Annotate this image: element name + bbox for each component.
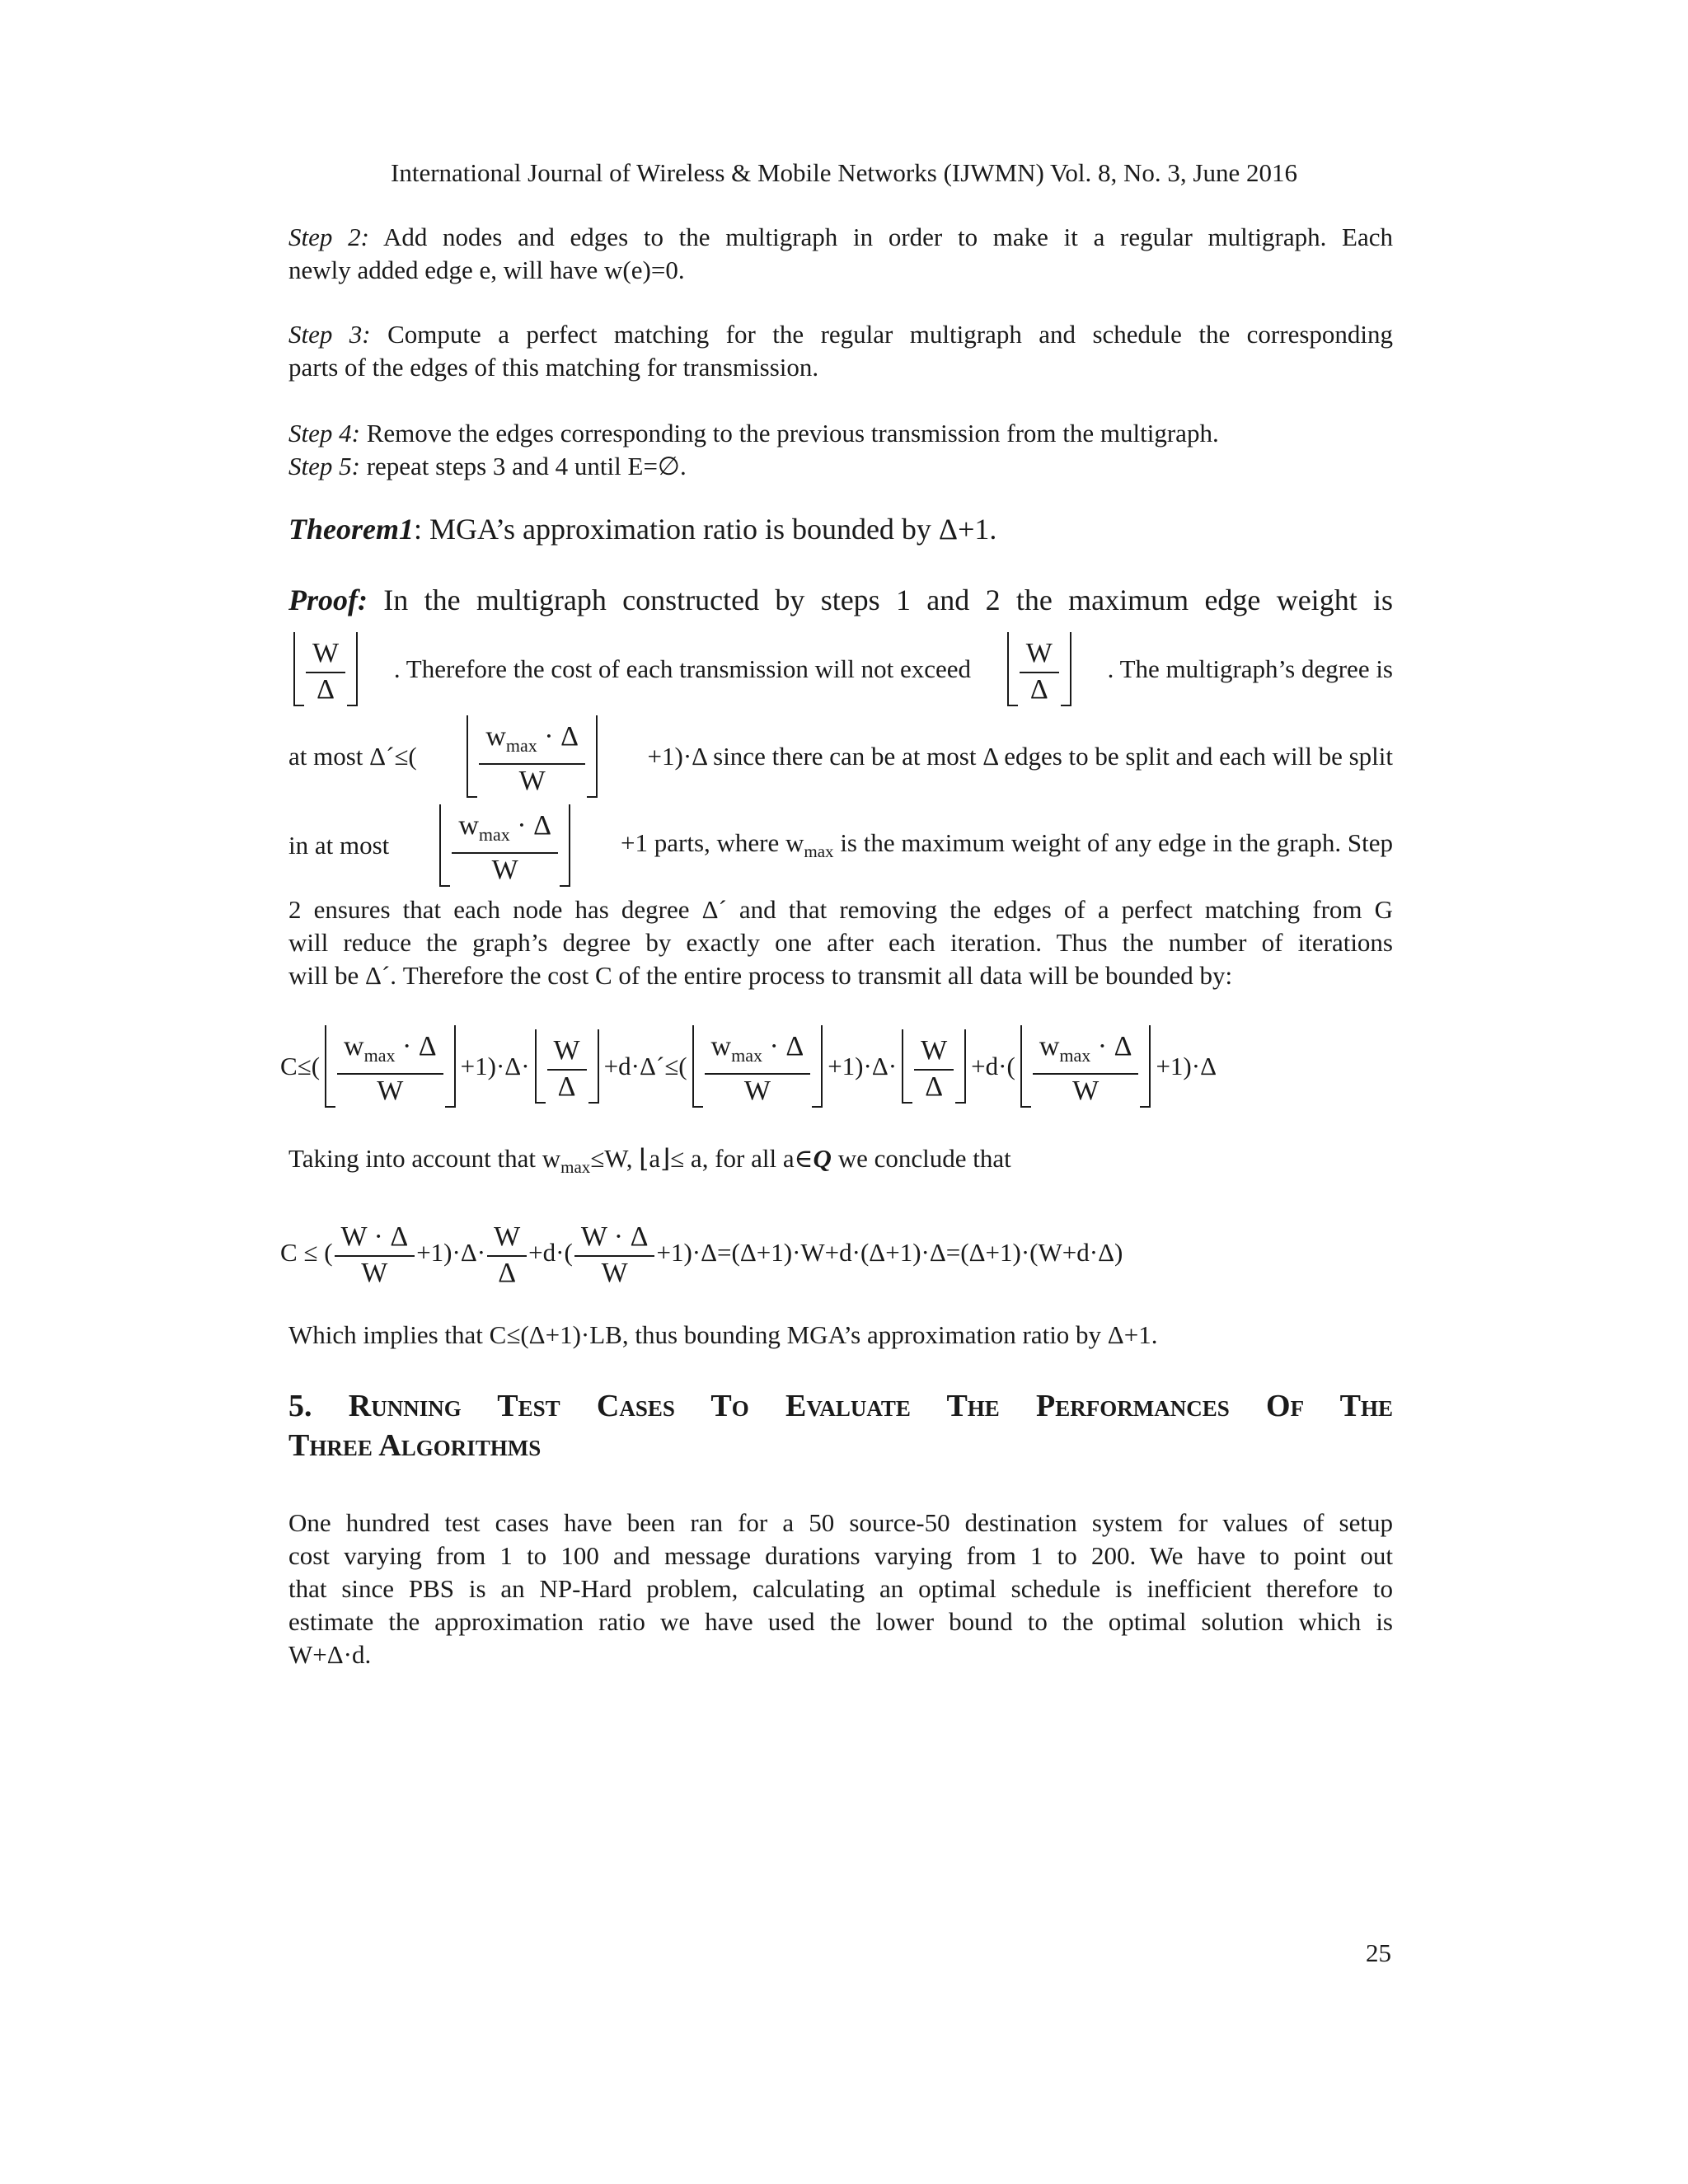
section-number: 5. bbox=[288, 1389, 312, 1423]
floor-bracket-left bbox=[692, 1025, 703, 1108]
floor-bracket-right bbox=[955, 1029, 966, 1104]
floor-wmax-delta-over-w bbox=[325, 1025, 456, 1108]
eq2-c: C ≤ ( bbox=[280, 1238, 333, 1267]
step-5-label: Step 5: bbox=[288, 452, 360, 480]
floor-bracket-left bbox=[1007, 632, 1018, 706]
fraction bbox=[912, 1029, 955, 1104]
eq1-c: C≤( bbox=[280, 1052, 321, 1080]
proof-line4-pre: in at most bbox=[288, 831, 390, 860]
journal-header: International Journal of Wireless & Mobile Networks (IJWMN) Vol. 8, No. 3, June 2016 bbox=[391, 158, 1297, 187]
numerator: W · Δ bbox=[580, 1221, 649, 1252]
floor-bracket-right bbox=[1061, 632, 1071, 706]
floor-bracket-right bbox=[587, 715, 598, 799]
floor-bracket-right bbox=[1140, 1025, 1151, 1108]
floor-wmax-delta-over-w bbox=[439, 804, 570, 888]
proof-line-3 bbox=[288, 707, 1393, 806]
proof-line3-post: +1)·Δ since there can be at most Δ edges to be split and each will be split bbox=[647, 742, 1393, 771]
theorem-text: : MGA’s approximation ratio is bounded by Δ+1. bbox=[413, 513, 997, 546]
numerator: $w_{max} \cdot \Delta$ bbox=[458, 809, 551, 845]
proof-line4-post: +1 parts, where $w_{max}$ is the maximum weight of any edge in the graph. Step bbox=[621, 828, 1393, 862]
section-title-line1: Running Test Cases To Evaluate The Performances Of The bbox=[348, 1389, 1393, 1423]
proof-line3-pre: at most Δ´≤( bbox=[288, 742, 417, 771]
fraction bbox=[477, 715, 587, 799]
denominator: Δ bbox=[1020, 672, 1059, 706]
eq1-d: +d·( bbox=[971, 1052, 1015, 1080]
fraction bbox=[1031, 1025, 1141, 1108]
body-line: estimate the approximation ratio we have used the lower bound to the optimal solution which is bbox=[288, 1607, 1393, 1636]
body-line: W+Δ·d. bbox=[288, 1640, 372, 1669]
denominator: W bbox=[705, 1073, 811, 1108]
section-body bbox=[288, 1507, 1393, 1671]
floor-bracket-right bbox=[347, 632, 358, 706]
taking-text-a: Taking into account that w bbox=[288, 1144, 561, 1173]
eq2-b: +d·( bbox=[528, 1238, 573, 1267]
step-2 bbox=[288, 221, 1393, 287]
floor-bracket-left bbox=[467, 715, 477, 799]
eq1-a: +1)·Δ· bbox=[460, 1052, 530, 1080]
proof-line-2 bbox=[288, 620, 1393, 719]
denominator: Δ bbox=[914, 1069, 954, 1104]
proof-label: Proof: bbox=[288, 583, 368, 616]
numerator: W · Δ bbox=[340, 1221, 409, 1252]
floor-bracket-left bbox=[325, 1025, 335, 1108]
floor-bracket-right bbox=[560, 804, 570, 888]
step-2-line1: Add nodes and edges to the multigraph in order to make it a regular multigraph. Each bbox=[382, 223, 1393, 251]
numerator: W bbox=[494, 1221, 521, 1252]
fraction bbox=[546, 1029, 588, 1104]
fraction bbox=[573, 1216, 657, 1290]
step-4-text: Remove the edges corresponding to the previous transmission from the multigraph. bbox=[366, 419, 1219, 448]
taking-text-b: ≤W, ⌊a⌋≤ a, for all a∈ bbox=[590, 1144, 814, 1173]
eq2-a: +1)·Δ· bbox=[416, 1238, 486, 1267]
denominator: Δ bbox=[306, 672, 345, 706]
numerator: $w_{max} \cdot \Delta$ bbox=[344, 1030, 437, 1066]
step-3-label: Step 3: bbox=[288, 320, 371, 349]
numerator: $w_{max} \cdot \Delta$ bbox=[1039, 1030, 1132, 1066]
floor-bracket-right bbox=[588, 1029, 599, 1104]
proof-paragraph bbox=[288, 893, 1393, 992]
eq2-e: +1)·Δ=(Δ+1)·W+d·(Δ+1)·Δ=(Δ+1)·(W+d·Δ) bbox=[656, 1238, 1123, 1267]
denominator: W bbox=[335, 1255, 415, 1290]
denominator: W bbox=[574, 1255, 655, 1290]
proof-intro bbox=[288, 583, 1393, 616]
fraction bbox=[450, 804, 560, 888]
floor-wmax-delta-over-w bbox=[1020, 1025, 1151, 1108]
body-line: One hundred test cases have been ran for a 50 source-50 destination system for values of setup bbox=[288, 1508, 1393, 1537]
proof-para-line: 2 ensures that each node has degree Δ´ and that removing the edges of a perfect matching from G bbox=[288, 895, 1393, 924]
denominator: W bbox=[479, 763, 585, 798]
eq1-c2: +1)·Δ· bbox=[828, 1052, 898, 1080]
denominator: W bbox=[452, 852, 558, 887]
rationals-symbol: Q bbox=[813, 1144, 832, 1173]
equation-1 bbox=[280, 1017, 1269, 1116]
step-4 bbox=[288, 417, 1393, 450]
taking-into-account bbox=[288, 1142, 1393, 1183]
numerator: W bbox=[921, 1035, 948, 1066]
floor-w-over-delta bbox=[1007, 632, 1071, 706]
floor-bracket-left bbox=[1020, 1025, 1031, 1108]
fraction bbox=[333, 1216, 417, 1290]
eq1-e: +1)·Δ bbox=[1156, 1052, 1217, 1080]
step-3 bbox=[288, 318, 1393, 384]
body-line: cost varying from 1 to 100 and message durations varying from 1 to 200. We have to point out bbox=[288, 1541, 1393, 1570]
step-5-text: repeat steps 3 and 4 until E=∅. bbox=[366, 452, 687, 480]
numerator: W bbox=[553, 1035, 580, 1066]
floor-wmax-delta-over-w bbox=[467, 715, 598, 799]
floor-bracket-right bbox=[812, 1025, 823, 1108]
step-2-label: Step 2: bbox=[288, 223, 369, 251]
proof-line2-mid: . Therefore the cost of each transmission will not exceed bbox=[393, 654, 971, 683]
proof-line2-end: . The multigraph’s degree is bbox=[1107, 654, 1393, 683]
numerator: $w_{max} \cdot \Delta$ bbox=[710, 1030, 804, 1066]
proof-para-line: will be Δ´. Therefore the cost C of the entire process to transmit all data will be bounded by: bbox=[288, 961, 1233, 990]
equation-2 bbox=[280, 1203, 1269, 1302]
floor-wmax-delta-over-w bbox=[692, 1025, 823, 1108]
denominator: W bbox=[1033, 1073, 1139, 1108]
step-3-line2: parts of the edges of this matching for transmission. bbox=[288, 353, 819, 382]
taking-text-c: we conclude that bbox=[831, 1144, 1011, 1173]
numerator: W bbox=[312, 638, 340, 668]
floor-bracket-left bbox=[535, 1029, 546, 1104]
denominator: Δ bbox=[487, 1255, 527, 1290]
fraction bbox=[703, 1025, 813, 1108]
eq1-b: +d·Δ´≤( bbox=[603, 1052, 687, 1080]
denominator: Δ bbox=[547, 1069, 587, 1104]
section-heading bbox=[288, 1386, 1393, 1465]
fraction bbox=[304, 632, 347, 706]
conclusion-sentence: Which implies that C≤(Δ+1)·LB, thus bounding MGA’s approximation ratio by Δ+1. bbox=[288, 1320, 1158, 1349]
proof-intro-text: In the multigraph constructed by steps 1 and 2 the maximum edge weight is bbox=[383, 583, 1394, 616]
floor-w-over-delta bbox=[293, 632, 358, 706]
taking-sub: max bbox=[560, 1157, 591, 1178]
theorem bbox=[288, 513, 1393, 546]
step-5 bbox=[288, 450, 1393, 483]
numerator: $w_{max} \cdot \Delta$ bbox=[485, 720, 579, 756]
step-4-label: Step 4: bbox=[288, 419, 360, 448]
page-number: 25 bbox=[1366, 1938, 1391, 1967]
floor-bracket-left bbox=[439, 804, 450, 888]
numerator: W bbox=[1025, 638, 1053, 668]
section-title-line2: Three Algorithms bbox=[288, 1428, 542, 1463]
proof-line-4 bbox=[288, 796, 1393, 895]
fraction bbox=[335, 1025, 445, 1108]
theorem-label: Theorem1 bbox=[288, 513, 414, 546]
floor-w-over-delta bbox=[902, 1029, 966, 1104]
floor-bracket-left bbox=[293, 632, 304, 706]
denominator: W bbox=[337, 1073, 443, 1108]
floor-bracket-right bbox=[445, 1025, 456, 1108]
fraction bbox=[1018, 632, 1061, 706]
step-2-line2: newly added edge e, will have w(e)=0. bbox=[288, 255, 685, 284]
step-3-line1: Compute a perfect matching for the regular multigraph and schedule the corresponding bbox=[387, 320, 1394, 349]
proof-para-line: will reduce the graph’s degree by exactly one after each iteration. Thus the number of iterations bbox=[288, 928, 1393, 957]
floor-w-over-delta bbox=[535, 1029, 599, 1104]
fraction bbox=[485, 1216, 528, 1290]
floor-bracket-left bbox=[902, 1029, 912, 1104]
body-line: that since PBS is an NP-Hard problem, calculating an optimal schedule is inefficient therefore to bbox=[288, 1574, 1393, 1603]
